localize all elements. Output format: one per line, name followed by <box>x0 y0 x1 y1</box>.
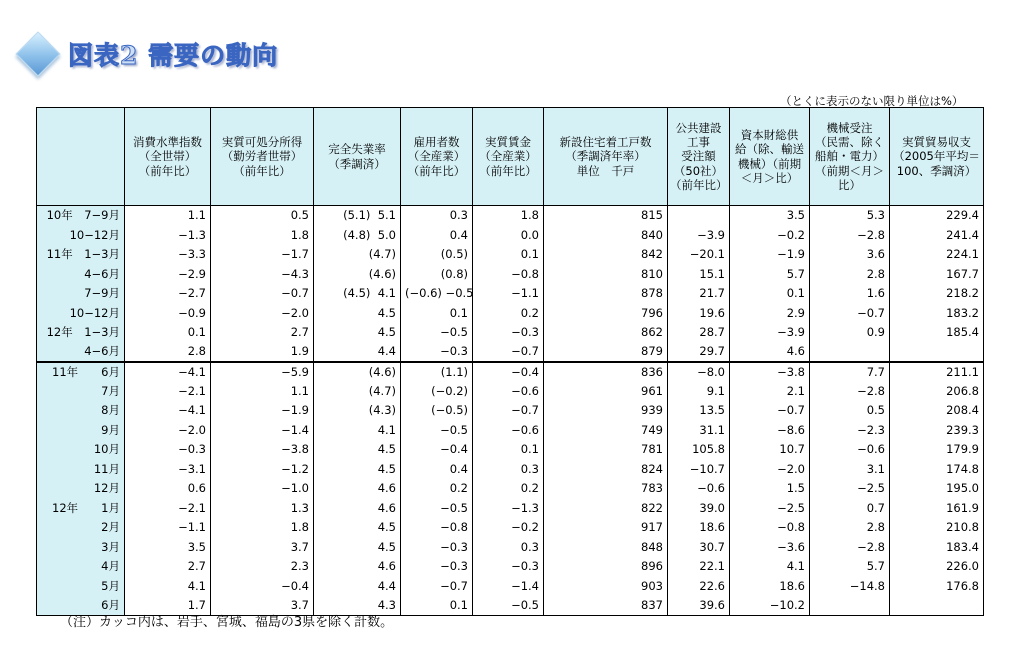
table-cell: −0.7 <box>473 401 544 421</box>
table-cell: 4.5 <box>314 440 401 460</box>
table-cell: 0.7 <box>810 498 890 518</box>
title-block <box>22 36 278 72</box>
table-cell: 1.5 <box>730 479 810 499</box>
table-cell: 879 <box>544 342 668 362</box>
table-cell: 815 <box>544 206 668 226</box>
table-cell: (4.6) <box>314 362 401 382</box>
table-cell <box>890 342 984 362</box>
table-cell: 18.6 <box>730 576 810 596</box>
table-row <box>37 264 984 284</box>
table-cell: 105.8 <box>668 440 730 460</box>
table-cell: −3.6 <box>730 537 810 557</box>
period-label: 10年 7−9月 <box>37 206 125 226</box>
table-cell: 862 <box>544 323 668 343</box>
table-cell: 4.5 <box>314 323 401 343</box>
table-cell: −2.0 <box>730 459 810 479</box>
table-cell: −2.1 <box>125 498 211 518</box>
table-cell: −3.9 <box>668 225 730 245</box>
table-cell: −10.7 <box>668 459 730 479</box>
table-cell: −0.8 <box>730 518 810 538</box>
table-cell: 1.1 <box>211 381 314 401</box>
table-cell: −4.1 <box>125 401 211 421</box>
table-cell: 4.6 <box>314 498 401 518</box>
table-cell: 30.7 <box>668 537 730 557</box>
table-cell: (0.8) <box>401 264 473 284</box>
table-cell: 206.8 <box>890 381 984 401</box>
table-cell: 0.3 <box>473 459 544 479</box>
table-cell: 39.0 <box>668 498 730 518</box>
period-label: 11月 <box>37 459 125 479</box>
period-label: 12年 1−3月 <box>37 323 125 343</box>
table-cell: 796 <box>544 303 668 323</box>
table-cell: (4.6) <box>314 264 401 284</box>
table-cell: −1.4 <box>473 576 544 596</box>
diamond-icon <box>15 31 60 76</box>
table-cell: 837 <box>544 596 668 616</box>
table-cell: 179.9 <box>890 440 984 460</box>
table-cell: −20.1 <box>668 245 730 265</box>
table-cell: 195.0 <box>890 479 984 499</box>
period-label: 8月 <box>37 401 125 421</box>
table-cell: −2.8 <box>810 381 890 401</box>
table-cell: (5.1) 5.1 <box>314 206 401 226</box>
table-cell: 2.7 <box>211 323 314 343</box>
table-cell: 31.1 <box>668 420 730 440</box>
table-cell: 1.6 <box>810 284 890 304</box>
column-header: 機械受注 （民需、除く 船舶・電力） （前期＜月＞ 比） <box>810 108 890 206</box>
table-cell: 9.1 <box>668 381 730 401</box>
table-cell: −2.7 <box>125 284 211 304</box>
table-cell <box>810 342 890 362</box>
table-cell: −0.5 <box>401 420 473 440</box>
table-cell: 174.8 <box>890 459 984 479</box>
table-cell: 10.7 <box>730 440 810 460</box>
column-header: 実質可処分所得 （勤労者世帯） （前年比） <box>211 108 314 206</box>
table-cell: 0.4 <box>401 459 473 479</box>
table-cell: 3.6 <box>810 245 890 265</box>
table-cell: 2.8 <box>810 518 890 538</box>
column-header: 新設住宅着工戸数 （季調済年率） 単位 千戸 <box>544 108 668 206</box>
table-cell: (−0.6) −0.5 <box>401 284 473 304</box>
table-cell: −0.6 <box>473 381 544 401</box>
column-header: 資本財総供 給（除、輸送 機械）（前期 ＜月＞比） <box>730 108 810 206</box>
quarterly-section <box>37 206 984 362</box>
table-cell: 822 <box>544 498 668 518</box>
table-cell: (1.1) <box>401 362 473 382</box>
table-cell: 229.4 <box>890 206 984 226</box>
table-cell: −2.1 <box>125 381 211 401</box>
period-label: 10月 <box>37 440 125 460</box>
table-cell: 1.9 <box>211 342 314 362</box>
table-cell: −0.9 <box>125 303 211 323</box>
header-period <box>37 108 125 206</box>
table-cell: −0.7 <box>730 401 810 421</box>
table-cell: −3.9 <box>730 323 810 343</box>
table-row <box>37 498 984 518</box>
table-cell: 4.1 <box>125 576 211 596</box>
table-cell: 0.0 <box>473 225 544 245</box>
table-cell: −1.2 <box>211 459 314 479</box>
table-cell <box>810 596 890 616</box>
table-cell: 4.4 <box>314 342 401 362</box>
table-cell: 0.2 <box>473 479 544 499</box>
table-cell: 810 <box>544 264 668 284</box>
table-cell: −10.2 <box>730 596 810 616</box>
table-cell: 18.6 <box>668 518 730 538</box>
period-label: 7月 <box>37 381 125 401</box>
table-row <box>37 362 984 382</box>
table-cell: 0.4 <box>401 225 473 245</box>
table-cell: −1.4 <box>211 420 314 440</box>
table-cell: 3.7 <box>211 537 314 557</box>
table-cell: −2.5 <box>730 498 810 518</box>
table-cell: 21.7 <box>668 284 730 304</box>
table-cell: 749 <box>544 420 668 440</box>
table-row <box>37 245 984 265</box>
table-cell: 2.8 <box>810 264 890 284</box>
table-cell: −2.8 <box>810 537 890 557</box>
table-cell: 0.5 <box>211 206 314 226</box>
table-cell: 4.4 <box>314 576 401 596</box>
table-cell: 224.1 <box>890 245 984 265</box>
table-cell: 1.8 <box>473 206 544 226</box>
table-row <box>37 381 984 401</box>
table-cell: 22.1 <box>668 557 730 577</box>
table-cell: 7.7 <box>810 362 890 382</box>
table-cell: 0.1 <box>125 323 211 343</box>
table-cell: (−0.2) <box>401 381 473 401</box>
table-cell: −3.8 <box>730 362 810 382</box>
table-cell: −8.0 <box>668 362 730 382</box>
header-row <box>37 108 984 206</box>
table-row <box>37 518 984 538</box>
page-title: 図表2 需要の動向 <box>68 41 279 70</box>
table-cell: 0.2 <box>473 303 544 323</box>
period-label: 11年 1−3月 <box>37 245 125 265</box>
table-cell: −1.7 <box>211 245 314 265</box>
table-cell: 2.3 <box>211 557 314 577</box>
table-cell: 848 <box>544 537 668 557</box>
table-cell: 0.5 <box>810 401 890 421</box>
table-cell: 903 <box>544 576 668 596</box>
table-cell: −5.9 <box>211 362 314 382</box>
table-cell: −0.6 <box>473 420 544 440</box>
table-row <box>37 284 984 304</box>
table-cell: 878 <box>544 284 668 304</box>
table-row <box>37 225 984 245</box>
table-cell: −2.8 <box>810 225 890 245</box>
table-cell: 15.1 <box>668 264 730 284</box>
table-cell: −1.1 <box>125 518 211 538</box>
table-cell: −0.5 <box>401 323 473 343</box>
table-cell: 29.7 <box>668 342 730 362</box>
table-cell: 4.5 <box>314 537 401 557</box>
period-label: 5月 <box>37 576 125 596</box>
table-cell: −0.6 <box>810 440 890 460</box>
table-cell: 167.7 <box>890 264 984 284</box>
table-cell: −0.5 <box>473 596 544 616</box>
table-cell: −0.8 <box>401 518 473 538</box>
table-cell: 1.8 <box>211 225 314 245</box>
table-row <box>37 557 984 577</box>
table-cell <box>890 596 984 616</box>
table-cell: 239.3 <box>890 420 984 440</box>
period-label: 10−12月 <box>37 303 125 323</box>
table-cell: 4.6 <box>314 557 401 577</box>
table-cell: −0.8 <box>473 264 544 284</box>
table-cell: 28.7 <box>668 323 730 343</box>
table-cell: −1.1 <box>473 284 544 304</box>
table-row <box>37 459 984 479</box>
demand-trends-table <box>36 107 984 616</box>
table-cell: −0.3 <box>473 557 544 577</box>
table-cell: 1.3 <box>211 498 314 518</box>
table-cell: −0.7 <box>473 342 544 362</box>
period-label: 3月 <box>37 537 125 557</box>
table-row <box>37 440 984 460</box>
table-cell: 185.4 <box>890 323 984 343</box>
table-cell: −0.2 <box>730 225 810 245</box>
table-cell: 226.0 <box>890 557 984 577</box>
table-cell: 0.1 <box>473 245 544 265</box>
table-cell: (0.5) <box>401 245 473 265</box>
table-row <box>37 342 984 362</box>
table-cell: −1.9 <box>730 245 810 265</box>
table-cell: 917 <box>544 518 668 538</box>
table-cell: 210.8 <box>890 518 984 538</box>
table-cell: 4.5 <box>314 459 401 479</box>
table-cell: 5.3 <box>810 206 890 226</box>
table-cell: 0.3 <box>473 537 544 557</box>
table-cell: 218.2 <box>890 284 984 304</box>
table-cell: −8.6 <box>730 420 810 440</box>
table-cell: −0.5 <box>401 498 473 518</box>
period-label: 10−12月 <box>37 225 125 245</box>
period-label: 9月 <box>37 420 125 440</box>
table-cell: 2.7 <box>125 557 211 577</box>
table-cell: −2.0 <box>125 420 211 440</box>
period-label: 7−9月 <box>37 284 125 304</box>
table-cell: 4.6 <box>314 479 401 499</box>
column-header: 雇用者数 （全産業） （前年比） <box>401 108 473 206</box>
table-cell: −0.6 <box>668 479 730 499</box>
table-cell: 3.7 <box>211 596 314 616</box>
table-cell: −0.4 <box>401 440 473 460</box>
table-cell: (4.8) 5.0 <box>314 225 401 245</box>
table-cell: 836 <box>544 362 668 382</box>
table-cell: 3.5 <box>125 537 211 557</box>
table-cell: 840 <box>544 225 668 245</box>
column-header: 完全失業率 （季調済） <box>314 108 401 206</box>
table-cell: 3.1 <box>810 459 890 479</box>
table-cell: −4.3 <box>211 264 314 284</box>
table-cell: 939 <box>544 401 668 421</box>
table-cell: 39.6 <box>668 596 730 616</box>
table-cell: 183.4 <box>890 537 984 557</box>
table-cell: 2.1 <box>730 381 810 401</box>
table-cell: 4.1 <box>314 420 401 440</box>
table-cell: −1.9 <box>211 401 314 421</box>
period-label: 2月 <box>37 518 125 538</box>
unit-note: （とくに表示のない限り単位は%） <box>780 94 964 108</box>
table-cell: 211.1 <box>890 362 984 382</box>
table-cell: −1.3 <box>125 225 211 245</box>
table-cell: −0.3 <box>473 323 544 343</box>
table-cell: 22.6 <box>668 576 730 596</box>
table-cell: −0.3 <box>401 557 473 577</box>
table-cell: (4.5) 4.1 <box>314 284 401 304</box>
table-cell: (4.7) <box>314 381 401 401</box>
table-cell <box>668 206 730 226</box>
table-row <box>37 479 984 499</box>
table-row <box>37 323 984 343</box>
table-cell: 824 <box>544 459 668 479</box>
table-cell: 19.6 <box>668 303 730 323</box>
table-cell: −0.3 <box>401 342 473 362</box>
table-cell: −3.3 <box>125 245 211 265</box>
table-cell: 4.5 <box>314 303 401 323</box>
table-cell: 0.1 <box>401 303 473 323</box>
table-cell: 241.4 <box>890 225 984 245</box>
table-cell: 176.8 <box>890 576 984 596</box>
period-label: 12月 <box>37 479 125 499</box>
table-cell: −14.8 <box>810 576 890 596</box>
column-header: 実質貿易収支 （2005年平均＝ 100、季調済） <box>890 108 984 206</box>
column-header: 消費水準指数 （全世帯） （前年比） <box>125 108 211 206</box>
table-cell: 208.4 <box>890 401 984 421</box>
table-cell: −2.5 <box>810 479 890 499</box>
table-cell: 961 <box>544 381 668 401</box>
table-cell: 0.9 <box>810 323 890 343</box>
table-cell: 183.2 <box>890 303 984 323</box>
table-cell: 2.8 <box>125 342 211 362</box>
table-row <box>37 420 984 440</box>
table-cell: −0.4 <box>211 576 314 596</box>
period-label: 4−6月 <box>37 342 125 362</box>
table-cell: −4.1 <box>125 362 211 382</box>
table-cell: −3.8 <box>211 440 314 460</box>
table-row <box>37 401 984 421</box>
table-cell: 1.1 <box>125 206 211 226</box>
column-header: 実質賃金 （全産業） （前年比） <box>473 108 544 206</box>
period-label: 4月 <box>37 557 125 577</box>
table-cell: 0.6 <box>125 479 211 499</box>
table-cell: (−0.5) <box>401 401 473 421</box>
table-cell: −2.0 <box>211 303 314 323</box>
table-cell: 896 <box>544 557 668 577</box>
period-label: 4−6月 <box>37 264 125 284</box>
table-cell: −2.3 <box>810 420 890 440</box>
table-cell: −0.3 <box>125 440 211 460</box>
table-cell: 0.2 <box>401 479 473 499</box>
table-row <box>37 303 984 323</box>
table-cell: (4.7) <box>314 245 401 265</box>
table-cell: −0.4 <box>473 362 544 382</box>
table-cell: −3.1 <box>125 459 211 479</box>
table-cell: 0.1 <box>473 440 544 460</box>
monthly-section <box>37 362 984 616</box>
table-cell: 0.1 <box>401 596 473 616</box>
table-cell: 1.7 <box>125 596 211 616</box>
table-cell: −1.0 <box>211 479 314 499</box>
table-cell: 0.1 <box>730 284 810 304</box>
table-cell: 4.5 <box>314 518 401 538</box>
table-cell: 2.9 <box>730 303 810 323</box>
period-label: 12年 1月 <box>37 498 125 518</box>
table-cell: 781 <box>544 440 668 460</box>
period-label: 11年 6月 <box>37 362 125 382</box>
table-row <box>37 537 984 557</box>
table-cell: −0.2 <box>473 518 544 538</box>
table-cell: 4.6 <box>730 342 810 362</box>
footnote: （注）カッコ内は、岩手、宮城、福島の3県を除く計数。 <box>60 615 394 630</box>
column-header: 公共建設 工事 受注額 （50社） （前年比） <box>668 108 730 206</box>
table-cell: −2.9 <box>125 264 211 284</box>
table-cell: 842 <box>544 245 668 265</box>
table-row <box>37 576 984 596</box>
table-cell: −0.7 <box>211 284 314 304</box>
table-cell: −0.7 <box>401 576 473 596</box>
table-cell: 4.3 <box>314 596 401 616</box>
table-cell: −1.3 <box>473 498 544 518</box>
table-cell: 4.1 <box>730 557 810 577</box>
table-cell: 1.8 <box>211 518 314 538</box>
table-cell: −0.7 <box>810 303 890 323</box>
table-cell: 0.3 <box>401 206 473 226</box>
table-cell: 13.5 <box>668 401 730 421</box>
table-cell: 783 <box>544 479 668 499</box>
table-cell: 5.7 <box>730 264 810 284</box>
table-cell: −0.3 <box>401 537 473 557</box>
table-row <box>37 206 984 226</box>
table-cell: 161.9 <box>890 498 984 518</box>
table-cell: 5.7 <box>810 557 890 577</box>
table-cell: 3.5 <box>730 206 810 226</box>
period-label: 6月 <box>37 596 125 616</box>
table-cell: (4.3) <box>314 401 401 421</box>
